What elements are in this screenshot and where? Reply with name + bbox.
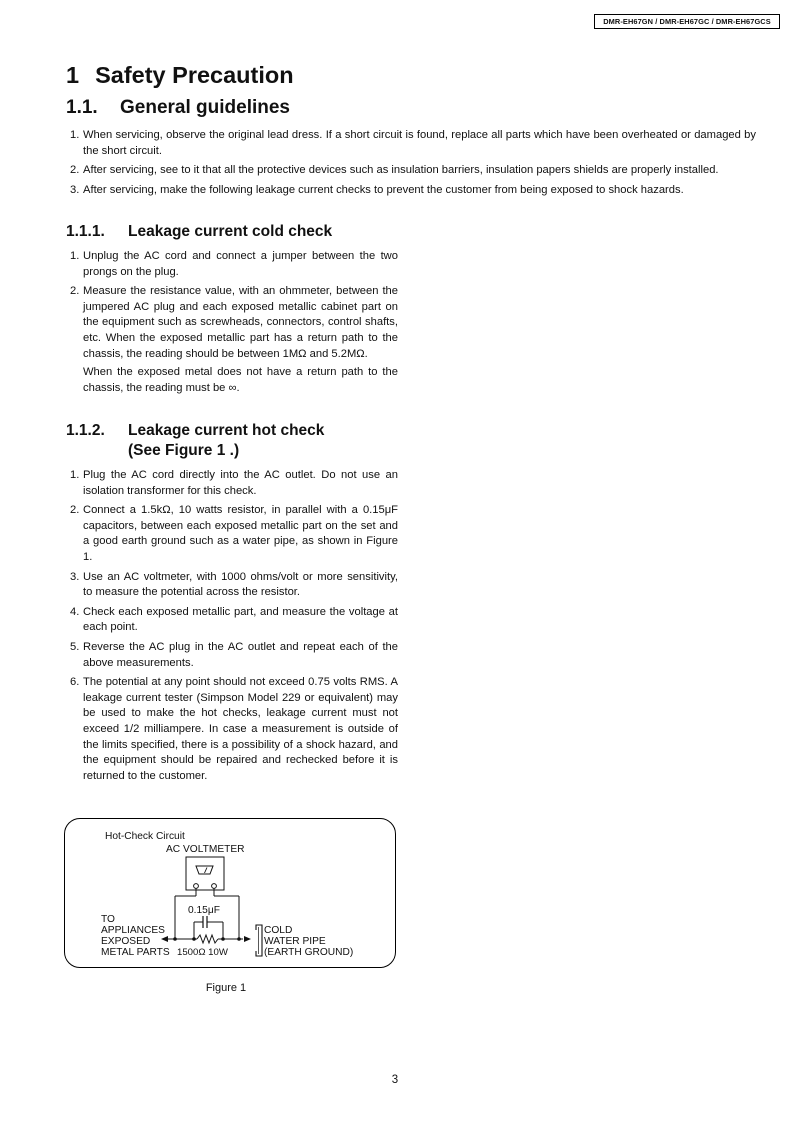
voltmeter-needle-icon [205, 868, 208, 874]
hot-check-list [70, 468, 398, 788]
item-number: 2. [70, 164, 80, 177]
item-text: Measure the resistance value, with an ohmmeter, between the jumpered AC plug and each exposed metallic cabinet part on the equipment such as screwheads, connectors, control shafts, etc. When the exposed metallic part has a return path to the chassis, the reading should be between 1MΩ and 5.2MΩ. [83, 285, 398, 360]
cold-check-title: Leakage current cold check [128, 223, 333, 240]
list-item [70, 503, 398, 565]
general-guidelines-heading [66, 97, 290, 119]
list-item [70, 183, 756, 199]
general-guidelines-title: General guidelines [120, 97, 290, 118]
left-arrow-icon [161, 936, 168, 942]
list-item [70, 284, 398, 396]
ground-label-line-3: (EARTH GROUND) [264, 947, 354, 958]
item-text: Use an AC voltmeter, with 1000 ohms/volt or more sensitivity, to measure the potential across the resistor. [83, 570, 398, 599]
capacitor-label: 0.15μF [188, 905, 220, 916]
cold-check-heading [66, 222, 332, 242]
item-text: Plug the AC cord directly into the AC outlet. Do not use an isolation transformer for this check. [83, 469, 398, 497]
item-number: 6. [70, 676, 80, 689]
hot-check-title: Leakage current hot check [128, 422, 325, 439]
page-number: 3 [391, 1074, 399, 1086]
section-title-text: Safety Precaution [95, 62, 294, 88]
voltmeter-terminal-right [212, 884, 217, 889]
circuit-title: Hot-Check Circuit [105, 831, 185, 842]
voltmeter-terminal-left [194, 884, 199, 889]
item-number: 1. [70, 250, 80, 262]
item-number: 4. [70, 605, 80, 618]
general-guidelines-number: 1.1. [66, 97, 98, 118]
item-text: Unplug the AC cord and connect a jumper between the two prongs on the plug. [83, 250, 398, 278]
junction-dot [192, 937, 196, 941]
voltmeter-label: AC VOLTMETER [166, 844, 245, 855]
hot-check-circuit-figure [64, 818, 396, 968]
item-number: 3. [70, 183, 80, 196]
item-text: Reverse the AC plug in the AC outlet and repeat each of the above measurements. [83, 640, 398, 669]
model-number-header: DMR-EH67GN / DMR-EH67GC / DMR-EH67GCS [594, 14, 780, 29]
appliance-label-line-4: METAL PARTS [101, 947, 170, 958]
item-number: 1. [70, 129, 80, 141]
list-item [70, 570, 398, 601]
hot-check-subtitle: (See Figure 1 .) [128, 442, 240, 459]
figure-caption: Figure 1 [205, 982, 247, 994]
ground-label-line-1: COLD [264, 925, 293, 936]
appliance-label-line-1: TO [101, 914, 115, 925]
item-number: 2. [70, 504, 80, 517]
resistor-label: 1500Ω 10W [177, 947, 228, 958]
section-title [66, 62, 294, 89]
item-text: After servicing, see to it that all the protective devices such as insulation barriers, insulation papers shields are properly installed. [83, 164, 719, 177]
list-item [70, 605, 398, 636]
item-text: After servicing, make the following leakage current checks to prevent the customer from being exposed to shock hazards. [83, 183, 684, 196]
section-number: 1 [66, 62, 80, 88]
item-number: 3. [70, 570, 80, 583]
hot-check-heading [66, 421, 324, 461]
item-number: 2. [70, 285, 80, 298]
list-item [70, 675, 398, 784]
general-guidelines-list [70, 128, 756, 202]
item-text: The potential at any point should not exceed 0.75 volts RMS. A leakage current tester (Simpson Model 229 or equivalent) may be used to make the hot checks, leakage current must not exceed 1/2 milliampere. In case a measurement is outside of the limits specified, there is a possibility of a shock hazard, and the equipment should be repaired and rechecked before it is returned to the customer. [83, 676, 398, 782]
list-item [70, 468, 398, 499]
list-item [70, 640, 398, 671]
appliance-label-line-3: EXPOSED [101, 936, 151, 947]
item-note: When the exposed metal does not have a return path to the chassis, the reading must be ∞. [83, 366, 398, 394]
cold-check-number: 1.1.1. [66, 223, 105, 240]
list-item [70, 249, 398, 280]
junction-dot [237, 937, 241, 941]
water-pipe-symbol [256, 925, 262, 956]
hot-check-number: 1.1.2. [66, 422, 105, 439]
hot-check-circuit-diagram [65, 819, 395, 967]
ground-label-line-2: WATER PIPE [264, 936, 326, 947]
list-item [70, 128, 756, 159]
item-text: Connect a 1.5kΩ, 10 watts resistor, in parallel with a 0.15μF capacitors, between each exposed metallic part on the set and a good earth ground such as a water pipe, as shown in Figure 1. [83, 504, 398, 563]
item-text: When servicing, observe the original lead dress. If a short circuit is found, replace all parts which have been overheated or damaged by the short circuit. [83, 129, 756, 157]
resistor-symbol [197, 935, 218, 943]
list-item [70, 163, 756, 179]
cold-check-list [70, 249, 398, 400]
item-number: 1. [70, 469, 80, 481]
item-number: 5. [70, 640, 80, 653]
right-arrow-icon [244, 936, 251, 942]
appliance-label-line-2: APPLIANCES [101, 925, 165, 936]
item-text: Check each exposed metallic part, and measure the voltage at each point. [83, 605, 398, 634]
junction-dot [221, 937, 225, 941]
